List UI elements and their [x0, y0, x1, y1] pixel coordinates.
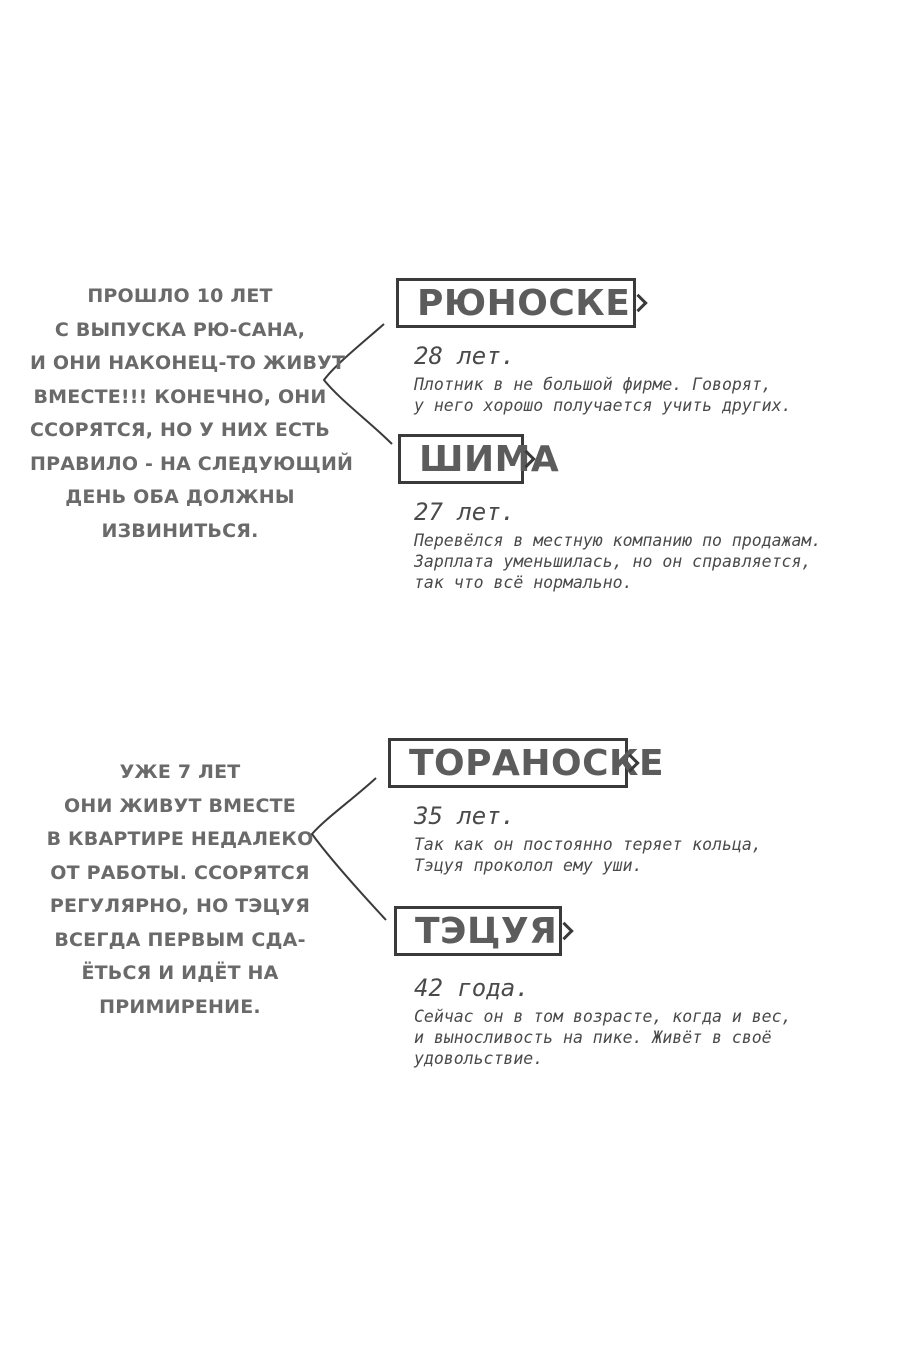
character-age: 28 лет.: [414, 342, 516, 370]
character-description: Сейчас он в том возрасте, когда и вес, и выносливость на пике. Живёт в своё удовольствие.: [414, 1007, 792, 1068]
character-name: РЮНОСКЕ: [417, 282, 631, 324]
character-name: ТЭЦУЯ: [415, 910, 558, 952]
name-tag-toranoske: [388, 738, 665, 788]
name-tag-ryunoske: [396, 278, 636, 328]
character-description: Плотник в не большой фирме. Говорят, у него хорошо получается учить других.: [414, 375, 792, 415]
character-age: 27 лет.: [414, 498, 516, 526]
character-name: ШИМА: [419, 438, 560, 480]
character-description: Перевёлся в местную компанию по продажам. Зарплата уменьшилась, но он справляется, так что всё нормально.: [414, 531, 822, 592]
character-description: Так как он постоянно теряет кольца, Тэцуя проколол ему уши.: [414, 835, 762, 875]
character-age: 42 года.: [414, 974, 530, 1002]
name-tag-tetsuya: [394, 906, 562, 956]
story-note-1: ПРОШЛО 10 ЛЕТ С ВЫПУСКА РЮ-САНА, И ОНИ НАКОНЕЦ-ТО ЖИВУТ ВМЕСТЕ!!! КОНЕЧНО, ОНИ ССОРЯТСЯ, НО У НИХ ЕСТЬ ПРАВИЛО - НА СЛЕДУЮЩИЙ ДЕНЬ ОБА ДОЛЖНЫ ИЗВИНИТЬСЯ.: [30, 285, 354, 542]
character-age: 35 лет.: [414, 802, 516, 830]
bracket-line-top: [324, 324, 392, 444]
name-tag-shima: [398, 434, 560, 484]
character-name: ТОРАНОСКЕ: [409, 742, 665, 784]
story-note-2: УЖЕ 7 ЛЕТ ОНИ ЖИВУТ ВМЕСТЕ В КВАРТИРЕ НЕДАЛЕКО ОТ РАБОТЫ. ССОРЯТСЯ РЕГУЛЯРНО, НО ТЭЦУЯ ВСЕГДА ПЕРВЫМ СДА- ЁТЬСЯ И ИДЁТ НА ПРИМИРЕНИЕ.: [46, 761, 314, 1018]
